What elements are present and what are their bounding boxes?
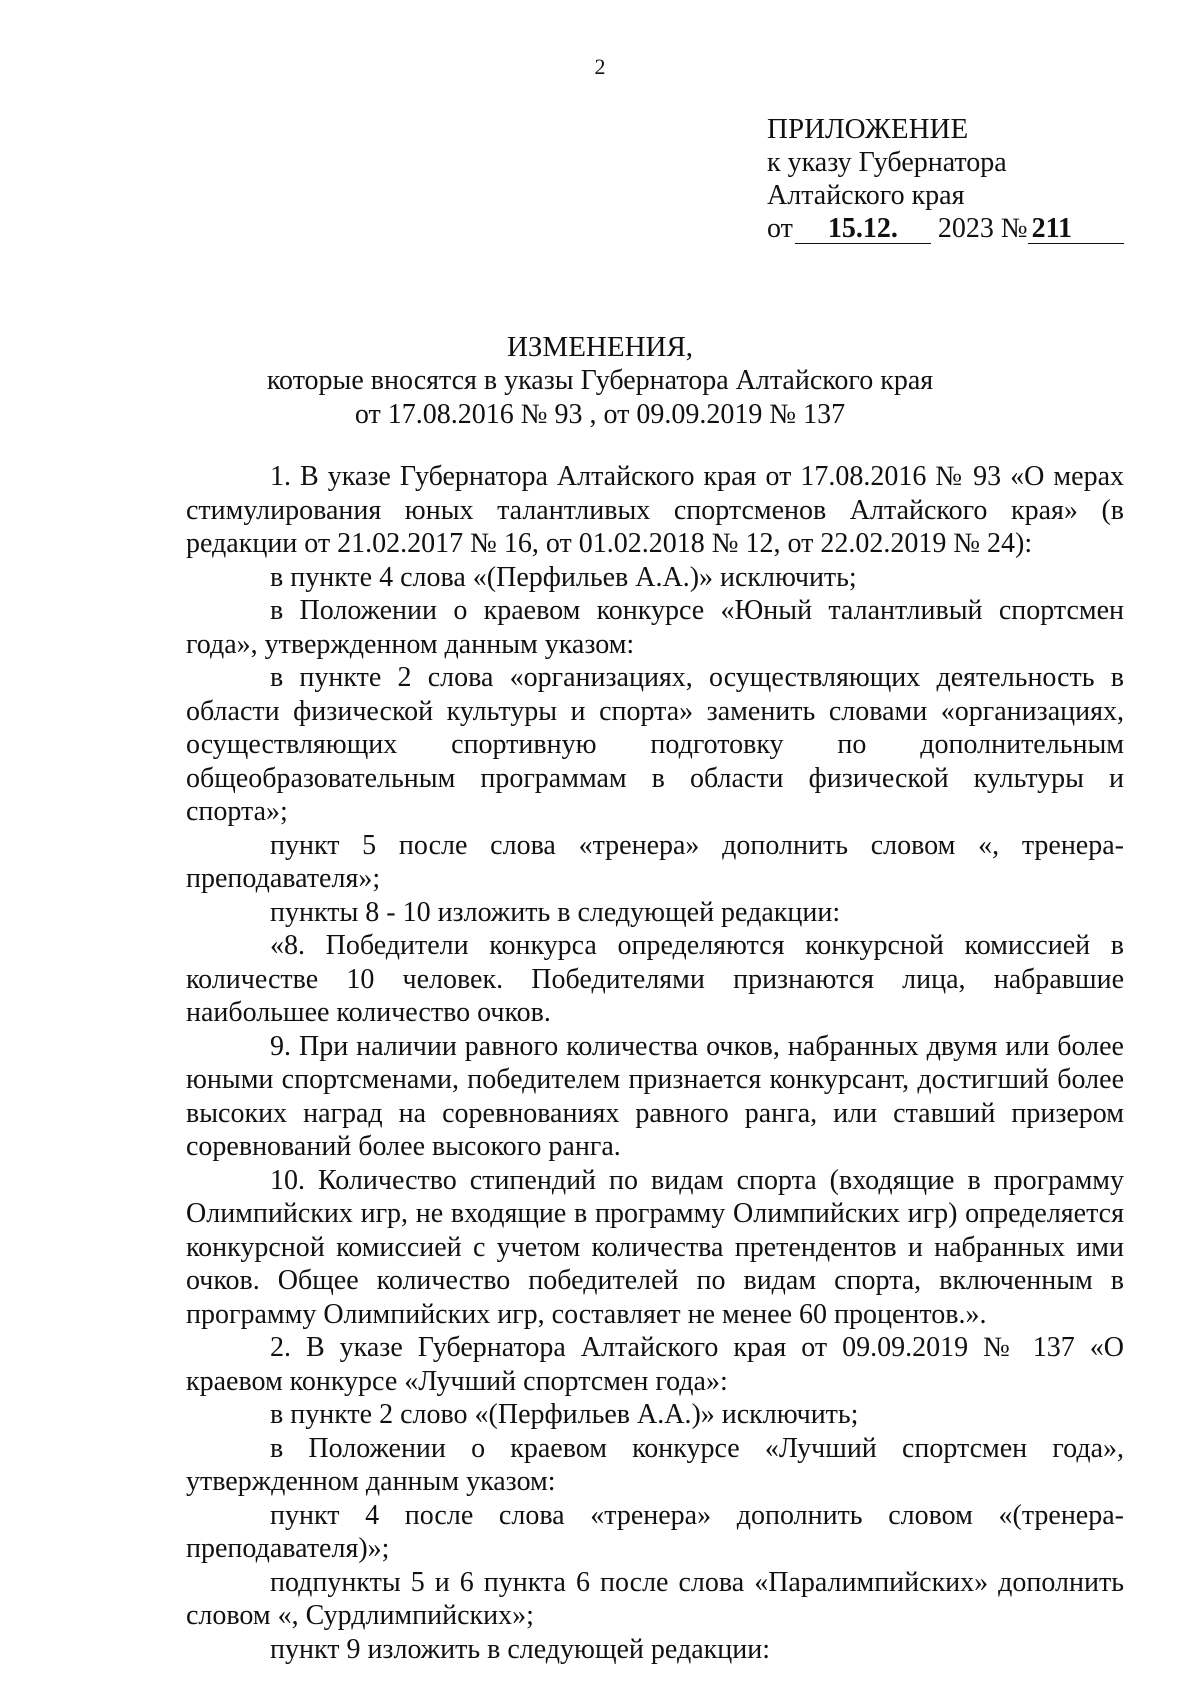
paragraph: пункт 5 после слова «тренера» дополнить словом «, тренера-преподавателя»; <box>186 829 1124 894</box>
appendix-line-decree: к указу Губернатора <box>767 147 1007 178</box>
paragraph: 10. Количество стипендий по видам спорта (входящие в программу Олимпийских игр, не входящие в программу Олимпийских игр) определяется конкурсной комиссией с учетом количества претендентов и набранных ими очков. Общее количество победителей по видам спорта, включенным в программу Олимпийских игр, составляет не менее 60 процентов.». <box>186 1164 1124 1330</box>
paragraph: в Положении о краевом конкурсе «Юный талантливый спортсмен года», утвержденном данным указом: <box>186 595 1124 660</box>
appendix-block <box>767 112 1124 245</box>
paragraph: в пункте 2 слова «организациях, осуществляющих деятельность в области физической культуры и спорта» заменить словами «организациях, осуществляющих спортивную подготовку по дополнительным общеобразовательным программам в области физической культуры и спорта»; <box>186 662 1124 827</box>
year-label: 2023 № <box>937 213 1028 244</box>
appendix-line-region: Алтайского края <box>767 180 965 211</box>
paragraph: пункт 4 после слова «тренера» дополнить словом «(тренера-преподавателя)»; <box>186 1499 1124 1564</box>
heading-title: ИЗМЕНЕНИЯ, <box>506 331 694 363</box>
date-prefix: от <box>767 213 793 244</box>
decree-number: 211 <box>1028 215 1124 244</box>
paragraph: 2. В указе Губернатора Алтайского края от 09.09.2019 № 137 «О краевом конкурсе «Лучший спортсмен года»: <box>186 1332 1124 1397</box>
date-value: 15.12. <box>795 215 931 244</box>
heading-decrees: от 17.08.2016 № 93 , от 09.09.2019 № 137 <box>354 399 846 430</box>
paragraph: подпункты 5 и 6 пункта 6 после слова «Паралимпийских» дополнить словом «, Сурдлимпийских»; <box>186 1566 1124 1631</box>
document-heading <box>0 330 1200 432</box>
paragraph: в пункте 2 слово «(Перфильев А.А.)» исключить; <box>270 1399 859 1430</box>
paragraph: 1. В указе Губернатора Алтайского края от 17.08.2016 № 93 «О мерах стимулирования юных талантливых спортсменов Алтайского края» (в редакции от 21.02.2017 № 16, от 01.02.2018 № 12, от 22.02.2019 № 24): <box>186 461 1124 559</box>
paragraph: в Положении о краевом конкурсе «Лучший спортсмен года», утвержденном данным указом: <box>186 1432 1124 1497</box>
paragraph: пункт 9 изложить в следующей редакции: <box>270 1633 770 1665</box>
paragraph: «8. Победители конкурса определяются конкурсной комиссией в количестве 10 человек. Победителями признаются лица, набравшие наибольшее количество очков. <box>186 930 1124 1028</box>
page-number: 2 <box>594 54 606 79</box>
document-body <box>186 460 1124 1666</box>
paragraph: пункты 8 - 10 изложить в следующей редакции: <box>270 896 841 928</box>
appendix-date-line <box>767 212 1124 245</box>
paragraph: в пункте 4 слова «(Перфильев А.А.)» исключить; <box>270 561 857 593</box>
paragraph: 9. При наличии равного количества очков, набранных двумя или более юными спортсменами, победителем признается конкурсант, достигший более высоких наград на соревнованиях равного ранга, или ставший призером соревнований более высокого ранга. <box>186 1030 1124 1162</box>
heading-subtitle: которые вносятся в указы Губернатора Алтайского края <box>266 365 934 396</box>
appendix-title: ПРИЛОЖЕНИЕ <box>767 113 969 145</box>
